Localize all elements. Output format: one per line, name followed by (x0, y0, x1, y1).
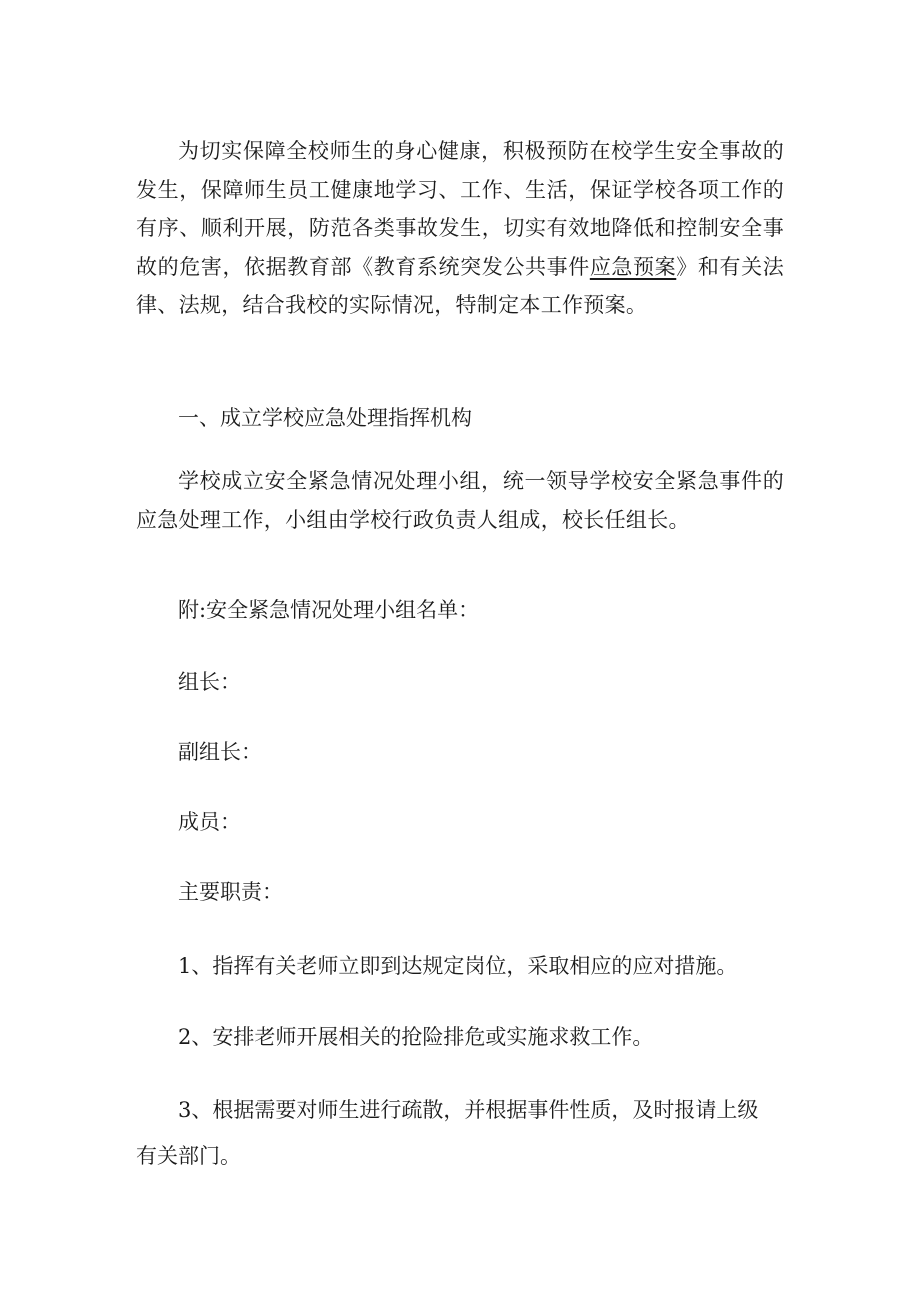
intro-text-end: 》和有关法律、法规，结合我校的实际情况，特制定本工作预案。 (136, 254, 785, 317)
section-body: 学校成立安全紧急情况处理小组，统一领导学校安全紧急事件的应急处理工作，小组由学校行政负责人组成，校长任组长。 (136, 469, 784, 532)
intro-text: 为切实保障全校师生的身心健康，积极预防在校学生安全事故的发生，保障师生员工健康地学习、工作、生活，保证学校各项工作的有序、顺利开展，防范各类事故发生，切实有效地降低和控制安全事故的危害，依据教育部《教育系统突发公共事件 (136, 139, 784, 279)
duty-item: 1、指挥有关老师立即到达规定岗位，采取相应的应对措施。 (178, 954, 738, 978)
leader-label: 组长： (178, 670, 241, 694)
section-heading: 一、成立学校应急处理指挥机构 (178, 406, 472, 430)
intro-paragraph (136, 132, 784, 325)
deputy-label: 副组长： (178, 740, 262, 764)
duty-item: 2、安排老师开展相关的抢险排危或实施求救工作。 (178, 1025, 654, 1049)
appendix-label: 附:安全紧急情况处理小组名单： (178, 598, 480, 622)
duty-item: 3、根据需要对师生进行疏散，并根据事件性质，及时报请上级 (178, 1098, 759, 1122)
duty-item-continuation: 有关部门。 (136, 1144, 241, 1168)
emergency-plan-link[interactable]: 应急预案 (589, 254, 677, 279)
duties-label: 主要职责： (178, 880, 283, 904)
members-label: 成员： (178, 810, 241, 834)
